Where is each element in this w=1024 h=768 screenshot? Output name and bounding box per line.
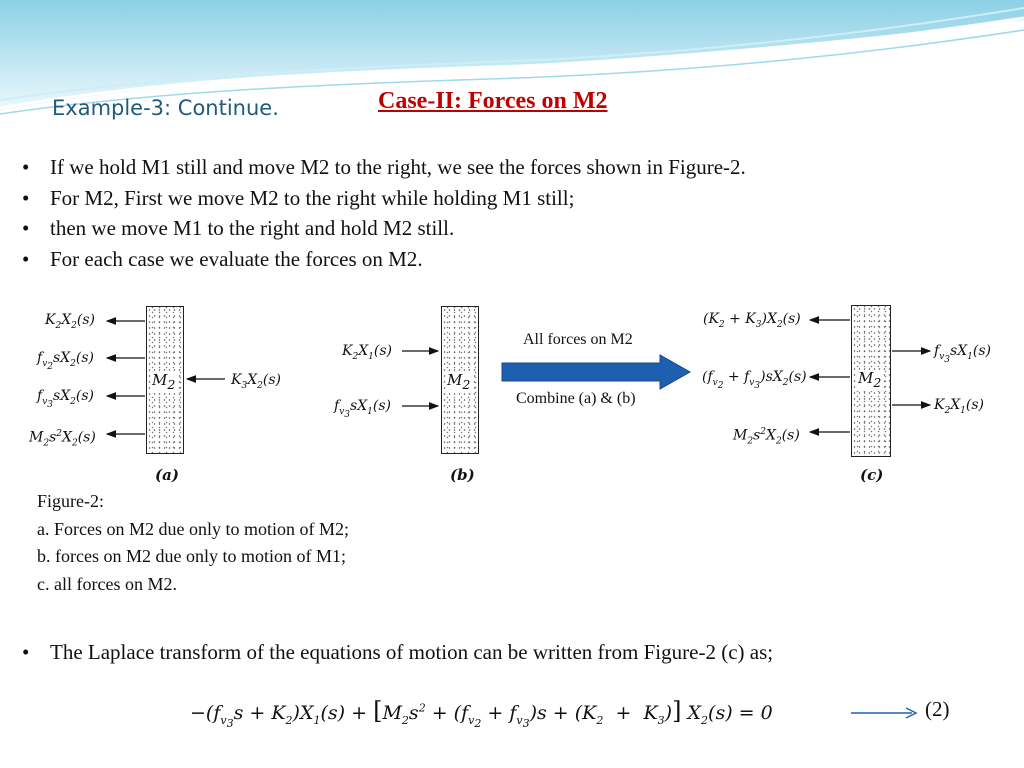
bullet-dot-icon: • bbox=[22, 216, 30, 240]
combine-arrow-icon bbox=[500, 354, 692, 390]
bullet-item bbox=[22, 244, 746, 275]
figure-caption-line: a. Forces on M2 due only to motion of M2; bbox=[37, 518, 349, 539]
bullet-dot-icon: • bbox=[22, 640, 30, 664]
figure-caption-line: c. all forces on M2. bbox=[37, 573, 177, 594]
force-label: $f_{v_3}sX_2(s)$ bbox=[37, 388, 95, 410]
force-arrows bbox=[330, 300, 482, 490]
mass-label: $M_2$ bbox=[858, 369, 882, 390]
force-label: $K_2X_1(s)$ bbox=[934, 397, 985, 416]
force-label: $f_{v_3}sX_1(s)$ bbox=[934, 343, 992, 365]
arrow-bottom-label: Combine (a) & (b) bbox=[516, 390, 636, 407]
force-label: $K_2X_2(s)$ bbox=[45, 312, 96, 331]
panel-caption: (c) bbox=[860, 466, 884, 484]
bullet-text: For M2, First we move M2 to the right while holding M1 still; bbox=[50, 185, 575, 210]
force-label: $(K_2 + K_3)X_2(s)$ bbox=[703, 311, 801, 330]
equation-arrow-icon bbox=[850, 705, 920, 721]
bullet-text: then we move M1 to the right and hold M2 still. bbox=[50, 216, 455, 240]
figure-panel-c bbox=[700, 300, 1004, 490]
force-label: $f_{v_2}sX_2(s)$ bbox=[37, 350, 95, 372]
figure-caption-line: Figure-2: bbox=[37, 491, 104, 511]
force-label: $(f_{v_2} + f_{v_3})sX_2(s)$ bbox=[702, 369, 807, 391]
equation-2: $-(f_{v_3}s + K_2)X_1(s) + [M_2s^2 + (f_{v_2} + f_{v_3})s + (K_2 + K_3)] X_2(s) = 0$ bbox=[190, 697, 773, 730]
panel-caption: (b) bbox=[450, 466, 475, 484]
figure-caption-line: b. forces on M2 due only to motion of M1; bbox=[37, 546, 346, 566]
bullet-text: For each case we evaluate the forces on M2. bbox=[50, 246, 423, 271]
figure-caption bbox=[37, 488, 349, 598]
bullet-item bbox=[22, 183, 746, 214]
arrow-top-label: All forces on M2 bbox=[523, 331, 633, 348]
bullet-item bbox=[22, 152, 746, 183]
mass-label: $M_2$ bbox=[447, 371, 471, 392]
force-label: $M_2s^2X_2(s)$ bbox=[733, 427, 800, 447]
equation-number: (2) bbox=[925, 697, 950, 721]
panel-caption: (a) bbox=[155, 466, 179, 484]
bullet-dot-icon: • bbox=[22, 185, 30, 210]
case-title: Case-II: Forces on M2 bbox=[378, 88, 608, 114]
laplace-bullet bbox=[22, 640, 773, 665]
mass-label: $M_2$ bbox=[152, 371, 176, 392]
bullet-text: The Laplace transform of the equations of motion can be written from Figure-2 (c) as; bbox=[50, 640, 774, 664]
bullet-text: If we hold M1 still and move M2 to the right, we see the forces shown in Figure-2. bbox=[50, 155, 746, 179]
example-title: Example-3: Continue. bbox=[52, 96, 279, 120]
figure-panel-a bbox=[25, 300, 290, 490]
force-label: $M_2s^2X_2(s)$ bbox=[29, 429, 96, 449]
force-label: $K_2X_1(s)$ bbox=[342, 343, 393, 362]
figure-panel-b bbox=[330, 300, 482, 490]
bullet-list bbox=[22, 152, 746, 274]
force-label: $K_3X_2(s)$ bbox=[231, 372, 282, 391]
bullet-dot-icon: • bbox=[22, 246, 30, 271]
bullet-item bbox=[22, 213, 746, 244]
force-label: $f_{v_3}sX_1(s)$ bbox=[334, 398, 392, 420]
bullet-dot-icon: • bbox=[22, 155, 30, 179]
